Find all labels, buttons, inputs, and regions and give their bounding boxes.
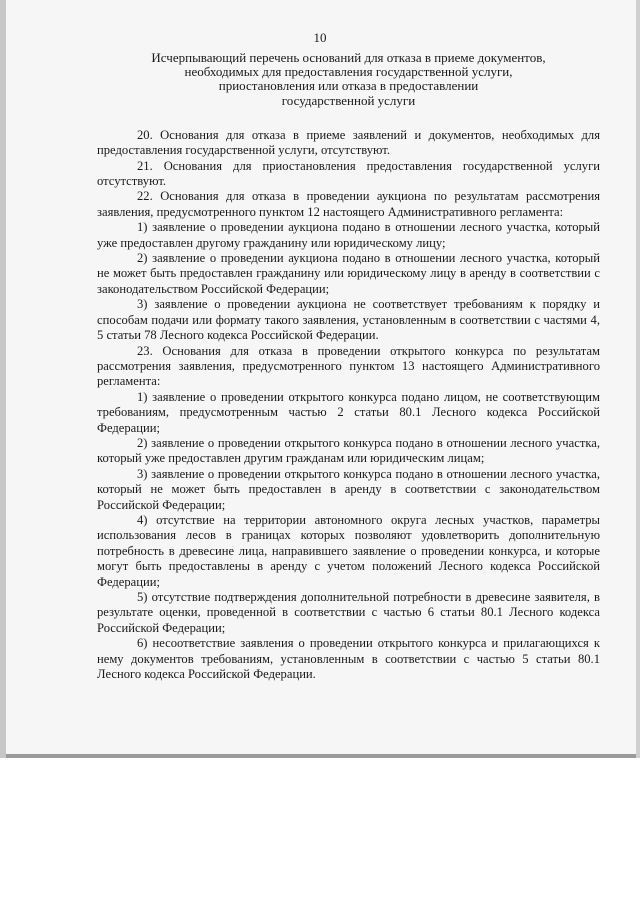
paragraph-23-item-3: 3) заявление о проведении открытого конкурса подано в отношении лесного участка, который не может быть предоставлен в аренду в соответствии с законодательством Российской Федерации; bbox=[97, 466, 600, 512]
page-number: 10 bbox=[313, 30, 327, 45]
paragraph-23-item-1: 1) заявление о проведении открытого конкурса подано лицом, не соответствующим требованиям, предусмотренным частью 2 статьи 80.1 Лесного кодекса Российской Федерации; bbox=[97, 389, 600, 435]
paragraph-22-item-1: 1) заявление о проведении аукциона подано в отношении лесного участка, который уже предоставлен другому гражданину или юридическому лицу; bbox=[97, 220, 600, 250]
paragraph-20: 20. Основания для отказа в приеме заявлений и документов, необходимых для предоставления государственной услуги, отсутствуют. bbox=[97, 127, 600, 158]
paragraph-23-item-4: 4) отсутствие на территории автономного округа лесных участков, параметры использования лесов в границах которых позволяют удовлетворить дополнительную потребность в древесине лица, направившего заявление о проведении конкурса, и которые могут быть предоставлены в аренду с учетом положений Лесного кодекса Российской Федерации; bbox=[97, 512, 600, 589]
paragraph-23: 23. Основания для отказа в проведении открытого конкурса по результатам рассмотрения заявления, предусмотренного пунктом 13 настоящего Административного регламента: bbox=[97, 343, 600, 389]
paragraph-22: 22. Основания для отказа в проведении аукциона по результатам рассмотрения заявления, предусмотренного пунктом 12 настоящего Административного регламента: bbox=[97, 189, 600, 219]
paragraph-22-item-3: 3) заявление о проведении аукциона не соответствует требованиям к порядку и способам подачи или формату такого заявления, установленным в соответствии с частями 4, 5 статьи 78 Лесного кодекса Российской Федерации. bbox=[97, 297, 600, 343]
paragraph-22-item-2: 2) заявление о проведении аукциона подано в отношении лесного участка, который не может быть предоставлен гражданину или юридическому лицу в аренду в соответствии с законодательством Российской Федерации; bbox=[97, 251, 600, 296]
heading-line: приостановления или отказа в предоставлении bbox=[218, 78, 479, 94]
heading-line: необходимых для предоставления государственной услуги, bbox=[184, 64, 513, 80]
document-body bbox=[97, 51, 600, 682]
scan-edge-left bbox=[0, 0, 6, 758]
section-heading bbox=[97, 51, 600, 108]
paragraph-21: 21. Основания для приостановления предоставления государственной услуги отсутствуют. bbox=[97, 158, 600, 189]
paragraph-23-item-5: 5) отсутствие подтверждения дополнительной потребности в древесине заявителя, в результате оценки, проведенной в соответствии с частью 6 статьи 80.1 Лесного кодекса Российской Федерации; bbox=[97, 590, 600, 635]
paragraph-23-item-6: 6) несоответствие заявления о проведении открытого конкурса и прилагающихся к нему документов требованиям, установленным в соответствии с частью 5 статьи 80.1 Лесного кодекса Российской Федерации. bbox=[97, 636, 600, 682]
paragraph-23-item-2: 2) заявление о проведении открытого конкурса подано в отношении лесного участка, который уже предоставлен другим гражданам или юридическим лицам; bbox=[97, 435, 600, 466]
scan-edge-right bbox=[636, 0, 640, 758]
heading-line: Исчерпывающий перечень оснований для отказа в приеме документов, bbox=[151, 50, 546, 65]
heading-line: государственной услуги bbox=[281, 92, 416, 108]
